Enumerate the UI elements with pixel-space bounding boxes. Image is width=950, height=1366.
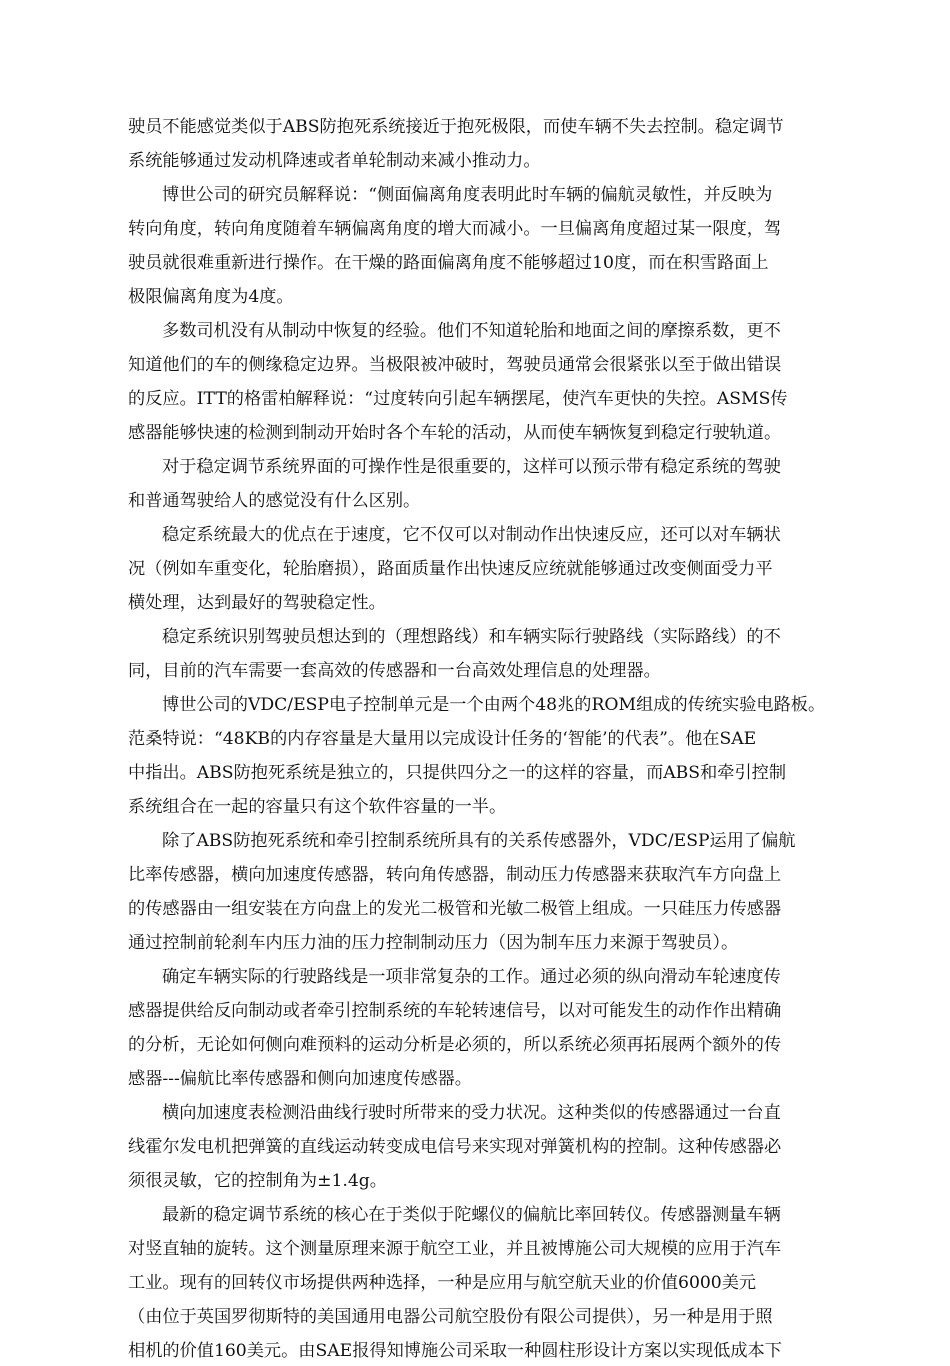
- text-line: 驶员不能感觉类似于ABS防抱死系统接近于抱死极限，而使车辆不失去控制。稳定调节: [128, 117, 784, 137]
- text-line: 须很灵敏，它的控制角为±1.4g。: [128, 1171, 387, 1191]
- paragraph-first-line: 博世公司的研究员解释说：“侧面偏离角度表明此时车辆的偏航灵敏性，并反映为: [162, 185, 773, 205]
- text-line: 范桑特说：“48KB的内存容量是大量用以完成设计任务的‘智能’的代表”。他在SAE: [128, 729, 757, 749]
- paragraph-first-line: 横向加速度表检测沿曲线行驶时所带来的受力状况。这种类似的传感器通过一台直: [162, 1103, 781, 1123]
- text-line: 驶员就很难重新进行操作。在干燥的路面偏离角度不能够超过10度，而在积雪路面上: [128, 253, 769, 273]
- paragraph-first-line: 稳定系统最大的优点在于速度，它不仅可以对制动作出快速反应，还可以对车辆状: [162, 525, 781, 545]
- text-line: 通过控制前轮刹车内压力油的压力控制制动压力（因为制车压力来源于驾驶员）。: [128, 933, 739, 953]
- text-line: 的分析，无论如何侧向难预料的运动分析是必须的，所以系统必须再拓展两个额外的传: [128, 1035, 782, 1055]
- text-line: 感器---偏航比率传感器和侧向加速度传感器。: [128, 1069, 472, 1089]
- text-line: 线霍尔发电机把弹簧的直线运动转变成电信号来实现对弹簧机构的控制。这种传感器必: [128, 1137, 782, 1157]
- paragraph-first-line: 多数司机没有从制动中恢复的经验。他们不知道轮胎和地面之间的摩擦系数，更不: [162, 321, 781, 341]
- text-line: （由位于英国罗彻斯特的美国通用电器公司航空股份有限公司提供），另一种是用于照: [128, 1307, 773, 1327]
- text-line: 和普通驾驶给人的感觉没有什么区别。: [128, 491, 421, 511]
- text-line: 横处理，达到最好的驾驶稳定性。: [128, 593, 386, 613]
- paragraph-first-line: 确定车辆实际的行驶路线是一项非常复杂的工作。通过必须的纵向滑动车轮速度传: [162, 967, 781, 987]
- paragraph-first-line: 稳定系统识别驾驶员想达到的（理想路线）和车辆实际行驶路线（实际路线）的不: [162, 627, 781, 647]
- text-line: 的反应。ITT的格雷柏解释说：“过度转向引起车辆摆尾，使汽车更快的失控。ASMS传: [128, 389, 788, 409]
- text-line: 极限偏离角度为4度。: [128, 287, 294, 307]
- text-line: 系统组合在一起的容量只有这个软件容量的一半。: [128, 797, 507, 817]
- text-line: 系统能够通过发动机降速或者单轮制动来减小推动力。: [128, 151, 541, 171]
- text-line: 感器能够快速的检测到制动开始时各个车轮的活动，从而使车辆恢复到稳定行驶轨道。: [128, 423, 782, 443]
- text-line: 中指出。ABS防抱死系统是独立的，只提供四分之一的这样的容量，而ABS和牵引控制: [128, 763, 787, 783]
- text-line: 况（例如车重变化，轮胎磨损），路面质量作出快速反应统就能够通过改变侧面受力平: [128, 559, 773, 579]
- text-line: 比率传感器，横向加速度传感器，转向角传感器，制动压力传感器来获取汽车方向盘上: [128, 865, 782, 885]
- text-line: 转向角度，转向角度随着车辆偏离角度的增大而减小。一旦偏离角度超过某一限度，驾: [128, 219, 782, 239]
- text-line: 同，目前的汽车需要一套高效的传感器和一台高效处理信息的处理器。: [128, 661, 661, 681]
- text-line: 感器提供给反向制动或者牵引控制系统的车轮转速信号，以对可能发生的动作作出精确: [128, 1001, 782, 1021]
- text-line: 对竖直轴的旋转。这个测量原理来源于航空工业，并且被博施公司大规模的应用于汽车: [128, 1239, 782, 1259]
- text-line: 相机的价值160美元。由SAE报得知博施公司采取一种圆柱形设计方案以实现低成本下: [128, 1341, 782, 1361]
- paragraph-first-line: 对于稳定调节系统界面的可操作性是很重要的，这样可以预示带有稳定系统的驾驶: [162, 457, 781, 477]
- text-line: 的传感器由一组安装在方向盘上的发光二极管和光敏二极管上组成。一只硅压力传感器: [128, 899, 782, 919]
- text-line: 工业。现有的回转仪市场提供两种选择，一种是应用与航空航天业的价值6000美元: [128, 1273, 757, 1293]
- paragraph-first-line: 博世公司的VDC/ESP电子控制单元是一个由两个48兆的ROM组成的传统实验电路板。: [162, 695, 826, 715]
- paragraph-first-line: 除了ABS防抱死系统和牵引控制系统所具有的关系传感器外，VDC/ESP运用了偏航: [162, 831, 796, 851]
- text-line: 知道他们的车的侧缘稳定边界。当极限被冲破时，驾驶员通常会很紧张以至于做出错误: [128, 355, 782, 375]
- paragraph-first-line: 最新的稳定调节系统的核心在于类似于陀螺仪的偏航比率回转仪。传感器测量车辆: [162, 1205, 781, 1225]
